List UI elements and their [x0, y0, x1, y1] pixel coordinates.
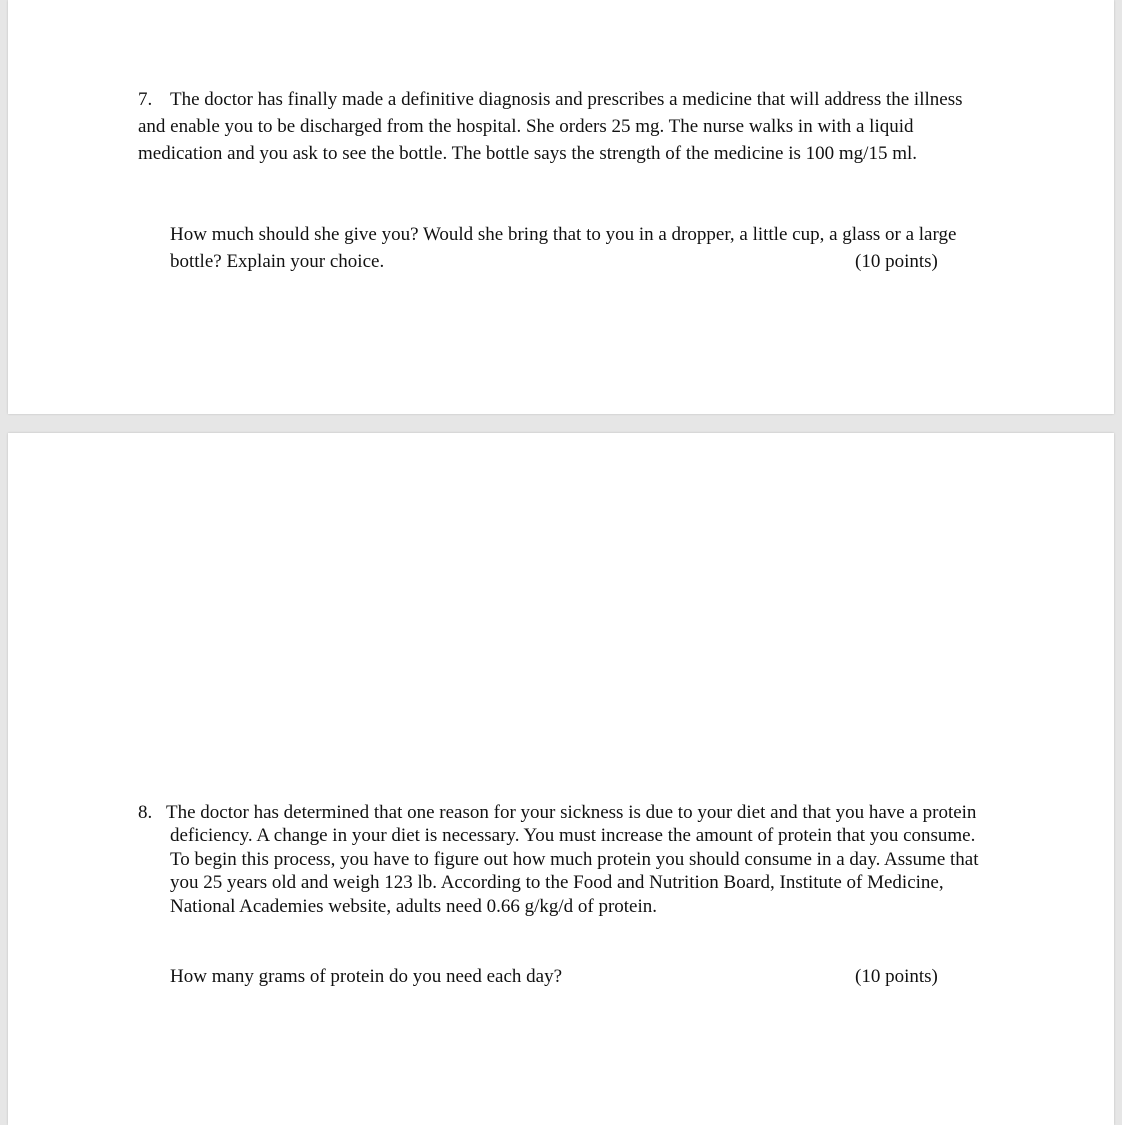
- question-8-prompt: How many grams of protein do you need each day?: [170, 966, 563, 987]
- document-page-1: [8, 0, 1114, 414]
- question-7-prompt: How much should she give you? Would she bring that to you in a dropper, a little cup, a glass or a large bottle? Explain your choice.: [170, 224, 957, 272]
- question-8: [138, 801, 988, 918]
- question-7-number: 7.: [138, 89, 153, 110]
- question-7-points: (10 points): [855, 251, 938, 272]
- question-8-points: (10 points): [855, 966, 938, 987]
- question-8-number: 8.: [138, 802, 153, 823]
- question-7: [138, 86, 978, 167]
- document-page-2: [8, 433, 1114, 1125]
- question-8-text: The doctor has determined that one reason for your sickness is due to your diet and that you have a protein deficiency. A change in your diet is necessary. You must increase the amount of protein that you consume. To begin this process, you have to figure out how much protein you should consume in a day. Assume that you 25 years old and weigh 123 lb. According to the Food and Nutrition Board, Institute of Medicine, National Academies website, adults need 0.66 g/kg/d of protein.: [166, 802, 979, 917]
- question-7-text: The doctor has finally made a definitive diagnosis and prescribes a medicine that will address the illness and enable you to be discharged from the hospital. She orders 25 mg. The nurse walks in with a liquid medication and you ask to see the bottle. The bottle says the strength of the medicine is 100 mg/15 ml.: [138, 89, 963, 164]
